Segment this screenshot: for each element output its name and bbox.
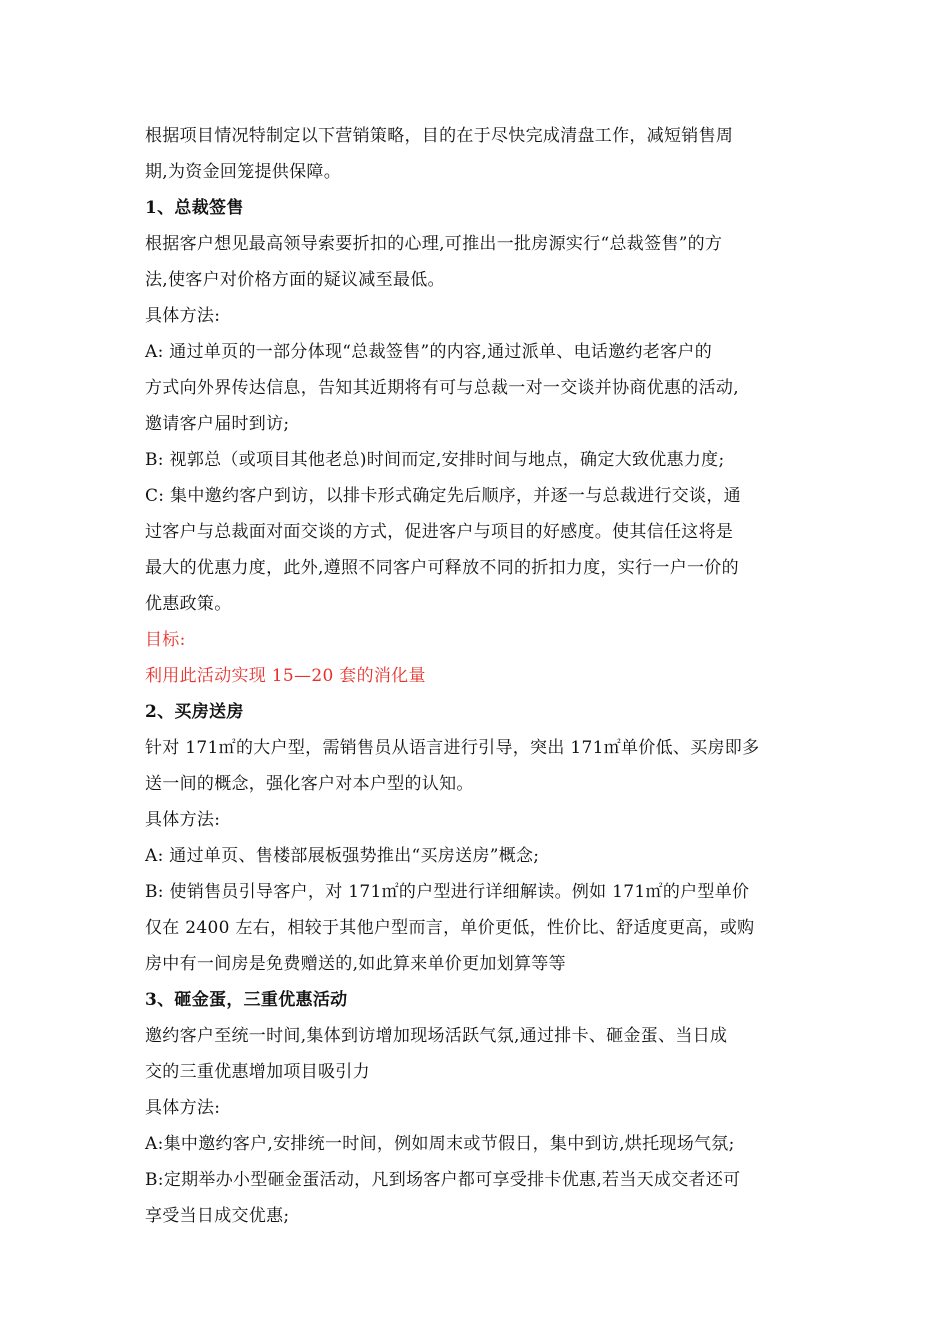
section-1-item-b-line: B: 视郭总（或项目其他老总)时间而定,安排时间与地点，确定大致优惠力度; bbox=[145, 450, 725, 470]
section-2-item-a-line: A: 通过单页、售楼部展板强势推出“买房送房”概念; bbox=[145, 846, 540, 866]
section-3-item-b-line: B:定期举办小型砸金蛋活动，凡到场客户都可享受排卡优惠,若当天成交者还可 bbox=[145, 1170, 741, 1190]
section-2-item-b-line: B: 使销售员引导客户，对 171㎡的户型进行详细解读。例如 171㎡的户型单价 bbox=[145, 882, 750, 902]
document-body bbox=[145, 118, 815, 1234]
section-1-item-c-line: 优惠政策。 bbox=[145, 594, 232, 614]
section-3-desc-line: 交的三重优惠增加项目吸引力 bbox=[145, 1062, 370, 1082]
section-1-goal-text: 利用此活动实现 15—20 套的消化量 bbox=[145, 666, 426, 686]
section-1-item-c-line: C: 集中邀约客户到访，以排卡形式确定先后顺序，并逐一与总裁进行交谈，通 bbox=[145, 486, 741, 506]
section-1-item-a-line: 邀请客户届时到访; bbox=[145, 414, 290, 434]
section-2-desc-line: 送一间的概念，强化客户对本户型的认知。 bbox=[145, 774, 474, 794]
section-3-item-a-line: A:集中邀约客户,安排统一时间，例如周末或节假日，集中到访,烘托现场气氛; bbox=[145, 1134, 735, 1154]
section-2-desc-line: 针对 171㎡的大户型，需销售员从语言进行引导，突出 171㎡单价低、买房即多 bbox=[145, 738, 760, 758]
section-1-item-a-line: A: 通过单页的一部分体现“总裁签售”的内容,通过派单、电话邀约老客户的 bbox=[145, 342, 712, 362]
section-1-method-label: 具体方法: bbox=[145, 306, 221, 326]
section-2-method-label: 具体方法: bbox=[145, 810, 221, 830]
intro-line-2: 期,为资金回笼提供保障。 bbox=[145, 162, 342, 182]
intro-line-1: 根据项目情况特制定以下营销策略，目的在于尽快完成清盘工作，减短销售周 bbox=[145, 126, 734, 146]
section-3-item-b-line: 享受当日成交优惠; bbox=[145, 1206, 290, 1226]
section-3-method-label: 具体方法: bbox=[145, 1098, 221, 1118]
section-1-goal-label: 目标: bbox=[145, 630, 186, 650]
section-1-item-c-line: 过客户与总裁面对面交谈的方式，促进客户与项目的好感度。使其信任这将是 bbox=[145, 522, 734, 542]
section-2-heading: 2、买房送房 bbox=[145, 702, 244, 722]
section-3-heading: 3、砸金蛋，三重优惠活动 bbox=[145, 990, 348, 1010]
section-3-desc-line: 邀约客户至统一时间,集体到访增加现场活跃气氛,通过排卡、砸金蛋、当日成 bbox=[145, 1026, 728, 1046]
section-2-item-b-line: 仅在 2400 左右，相较于其他户型而言，单价更低，性价比、舒适度更高，或购 bbox=[145, 918, 755, 938]
section-2-item-b-line: 房中有一间房是免费赠送的,如此算来单价更加划算等等 bbox=[145, 954, 566, 974]
section-1-item-a-line: 方式向外界传达信息，告知其近期将有可与总裁一对一交谈并协商优惠的活动, bbox=[145, 378, 739, 398]
section-1-desc-line: 法,使客户对价格方面的疑议减至最低。 bbox=[145, 270, 445, 290]
section-1-heading: 1、总裁签售 bbox=[145, 198, 244, 218]
section-1-item-c-line: 最大的优惠力度，此外,遵照不同客户可释放不同的折扣力度，实行一户一价的 bbox=[145, 558, 739, 578]
section-1-desc-line: 根据客户想见最高领导索要折扣的心理,可推出一批房源实行“总裁签售”的方 bbox=[145, 234, 723, 254]
